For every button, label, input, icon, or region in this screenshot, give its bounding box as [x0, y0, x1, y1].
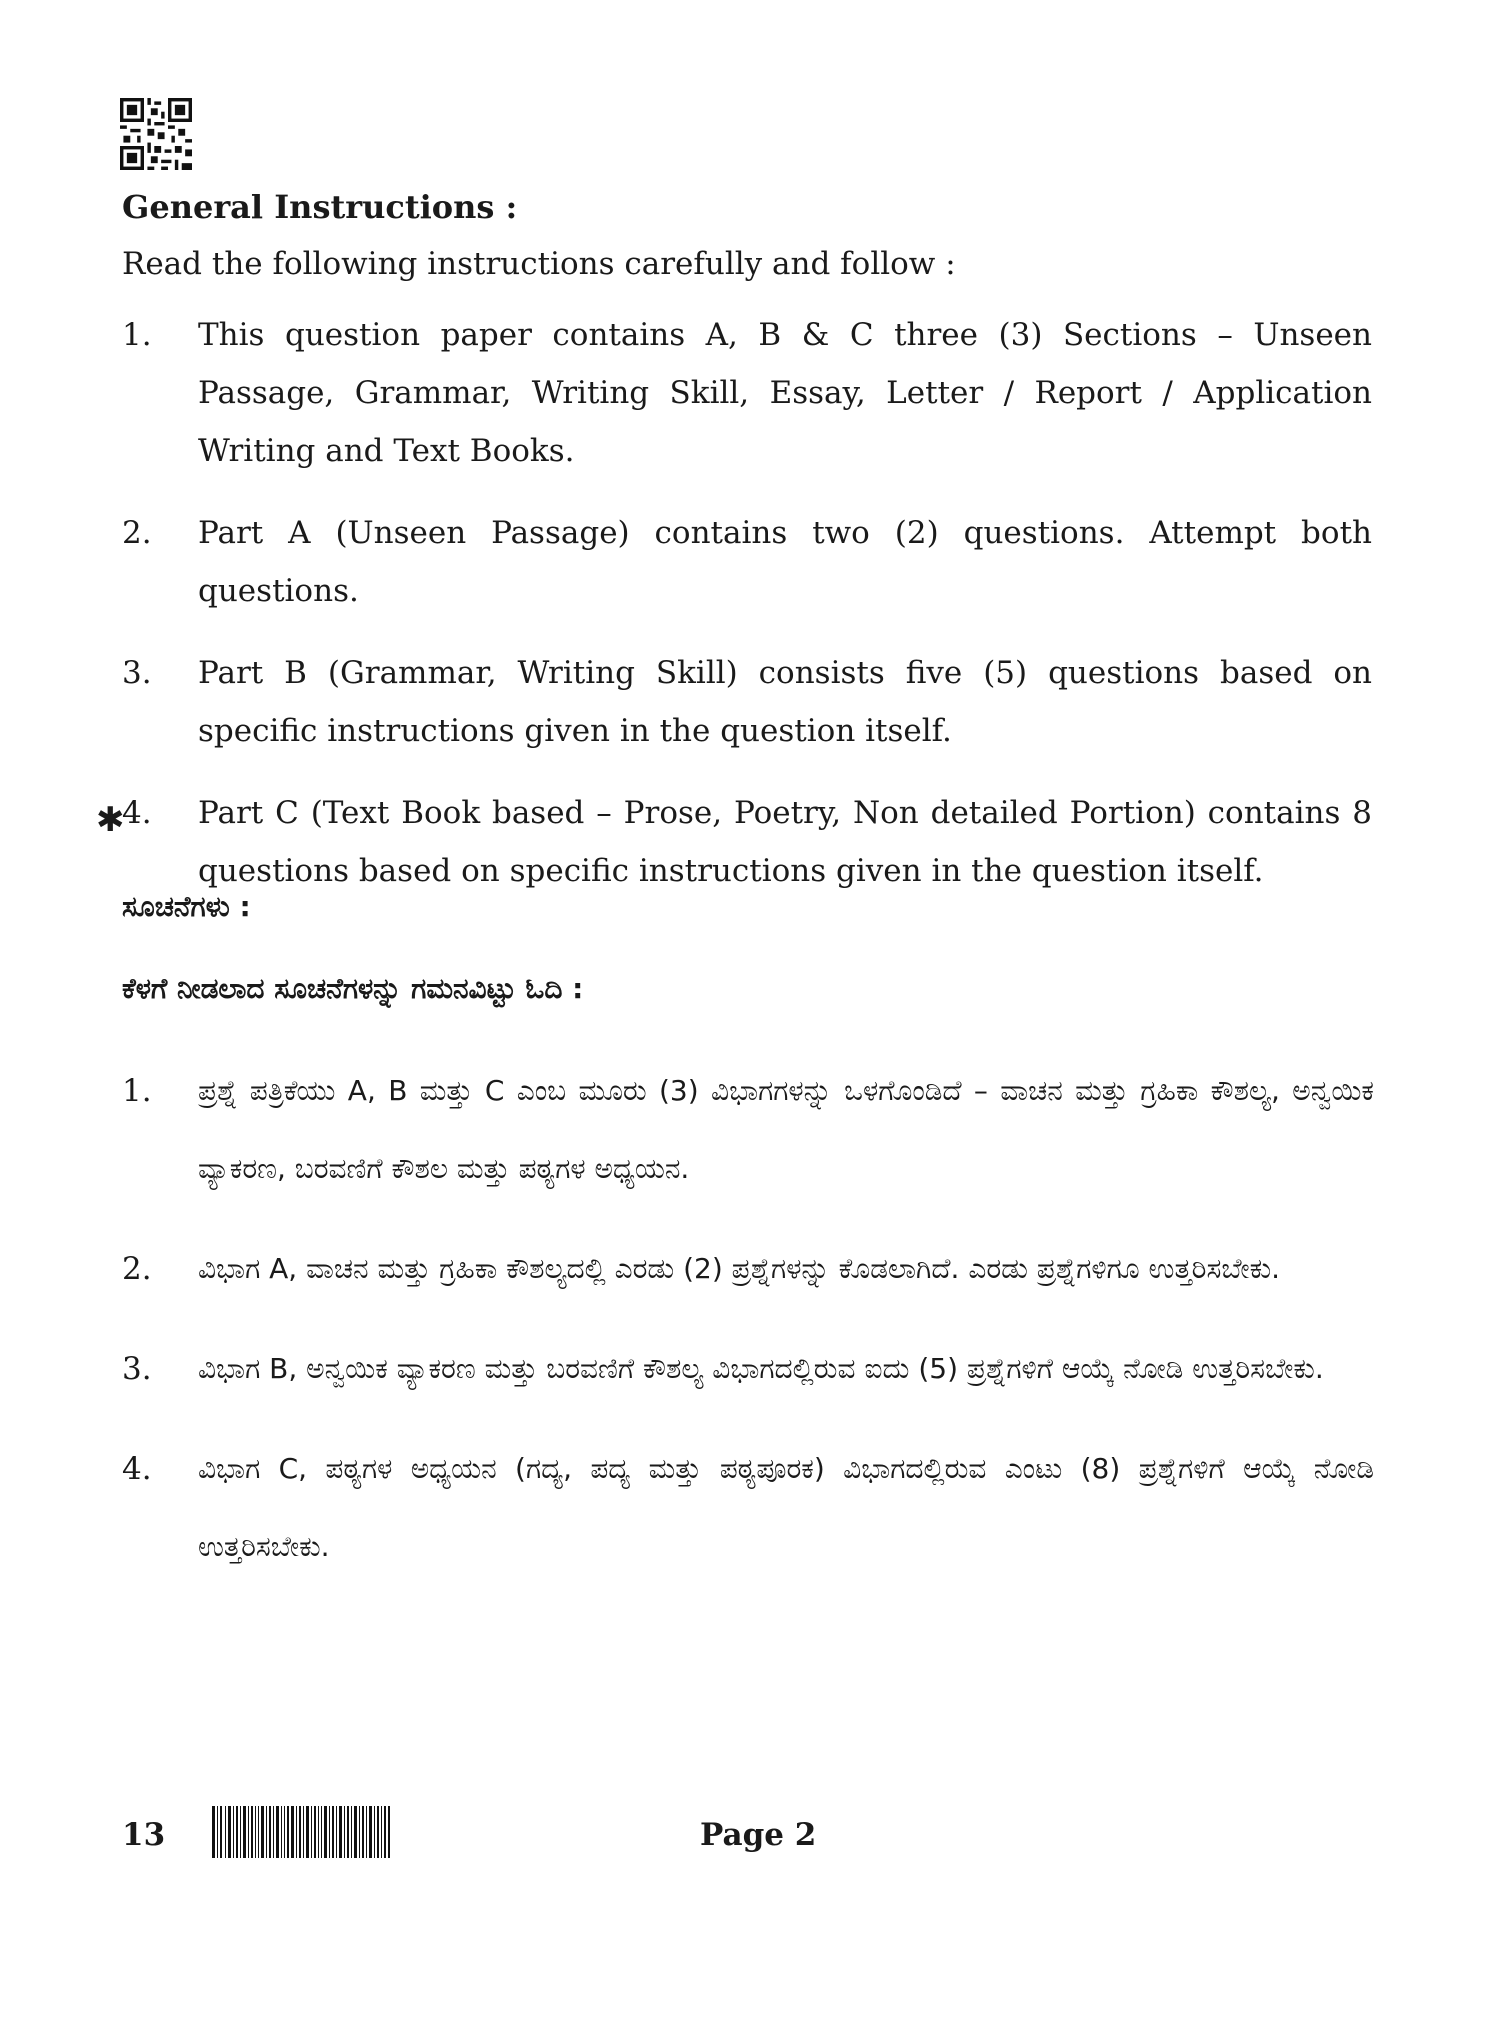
instruction-item [122, 504, 1372, 620]
instruction-text: Part C (Text Book based – Prose, Poetry, Non detailed Portion) contains 8 questions based on specific instructions given in the question itself. [198, 795, 1372, 889]
page-number: Page 2 [700, 1817, 817, 1853]
separator-star-icon: ✱ [96, 800, 125, 840]
kannada-instruction-number: 2. [122, 1251, 152, 1287]
instruction-text: This question paper contains A, B & C three (3) Sections – Unseen Passage, Grammar, Writing Skill, Essay, Letter / Report / Application Writing and Text Books. [198, 317, 1372, 469]
paper-code: 13 [122, 1817, 166, 1853]
qr-code-icon [120, 98, 192, 170]
kannada-instruction-item [122, 1052, 1374, 1208]
instruction-text: Part B (Grammar, Writing Skill) consists five (5) questions based on specific instructions given in the question itself. [198, 655, 1372, 749]
kannada-instruction-item [122, 1330, 1374, 1408]
kannada-instruction-text: ವಿಭಾಗ A, ವಾಚನ ಮತ್ತು ಗ್ರಹಿಕಾ ಕೌಶಲ್ಯದಲ್ಲಿ ಎರಡು (2) ಪ್ರಶ್ನೆಗಳನ್ನು ಕೊಡಲಾಗಿದೆ. ಎರಡು ಪ್ರಶ್ನೆಗಳಿಗೂ ಉತ್ತರಿಸಬೇಕು. [198, 1252, 1281, 1285]
kannada-instruction-text: ವಿಭಾಗ B, ಅನ್ವಯಿಕ ವ್ಯಾಕರಣ ಮತ್ತು ಬರವಣಿಗೆ ಕೌಶಲ್ಯ ವಿಭಾಗದಲ್ಲಿರುವ ಐದು (5) ಪ್ರಶ್ನೆಗಳಿಗೆ ಆಯ್ಕೆ ನೋಡಿ ಉತ್ತರಿಸಬೇಕು. [198, 1352, 1324, 1385]
barcode-icon [212, 1806, 390, 1858]
kannada-instruction-text: ವಿಭಾಗ C, ಪಠ್ಯಗಳ ಅಧ್ಯಯನ (ಗದ್ಯ, ಪದ್ಯ ಮತ್ತು ಪಠ್ಯಪೂರಕ) ವಿಭಾಗದಲ್ಲಿರುವ ಎಂಟು (8) ಪ್ರಶ್ನೆಗಳಿಗೆ ಆಯ್ಕೆ ನೋಡಿ ಉತ್ತರಿಸಬೇಕು. [198, 1452, 1374, 1563]
kannada-instruction-text: ಪ್ರಶ್ನೆ ಪತ್ರಿಕೆಯು A, B ಮತ್ತು C ಎಂಬ ಮೂರು (3) ವಿಭಾಗಗಳನ್ನು ಒಳಗೊಂಡಿದೆ – ವಾಚನ ಮತ್ತು ಗ್ರಹಿಕಾ ಕೌಶಲ್ಯ, ಅನ್ವಯಿಕ ವ್ಯಾಕರಣ, ಬರವಣಿಗೆ ಕೌಶಲ ಮತ್ತು ಪಠ್ಯಗಳ ಅಧ್ಯಯನ. [198, 1074, 1374, 1185]
kannada-instruction-number: 1. [122, 1073, 152, 1109]
kannada-instruction-item [122, 1230, 1374, 1308]
instruction-number: 3. [122, 655, 152, 691]
kannada-instruction-number: 3. [122, 1351, 152, 1387]
kannada-instructions-heading: ಸೂಚನೆಗಳು : [122, 890, 251, 923]
kannada-instruction-number: 4. [122, 1451, 152, 1487]
general-instructions-intro: Read the following instructions carefully and follow : [122, 246, 956, 282]
instruction-item [122, 784, 1372, 900]
instruction-item [122, 306, 1372, 480]
instruction-item [122, 644, 1372, 760]
general-instructions-list [122, 306, 1372, 924]
instruction-number: 4. [122, 795, 152, 831]
kannada-instructions-intro: ಕೆಳಗೆ ನೀಡಲಾದ ಸೂಚನೆಗಳನ್ನು ಗಮನವಿಟ್ಟು ಓದಿ : [122, 972, 584, 1005]
general-instructions-heading: General Instructions : [122, 188, 518, 226]
instruction-text: Part A (Unseen Passage) contains two (2) questions. Attempt both questions. [198, 515, 1372, 609]
kannada-instructions-list [122, 1052, 1374, 1608]
instruction-number: 2. [122, 515, 152, 551]
kannada-instruction-item [122, 1430, 1374, 1586]
instruction-number: 1. [122, 317, 152, 353]
